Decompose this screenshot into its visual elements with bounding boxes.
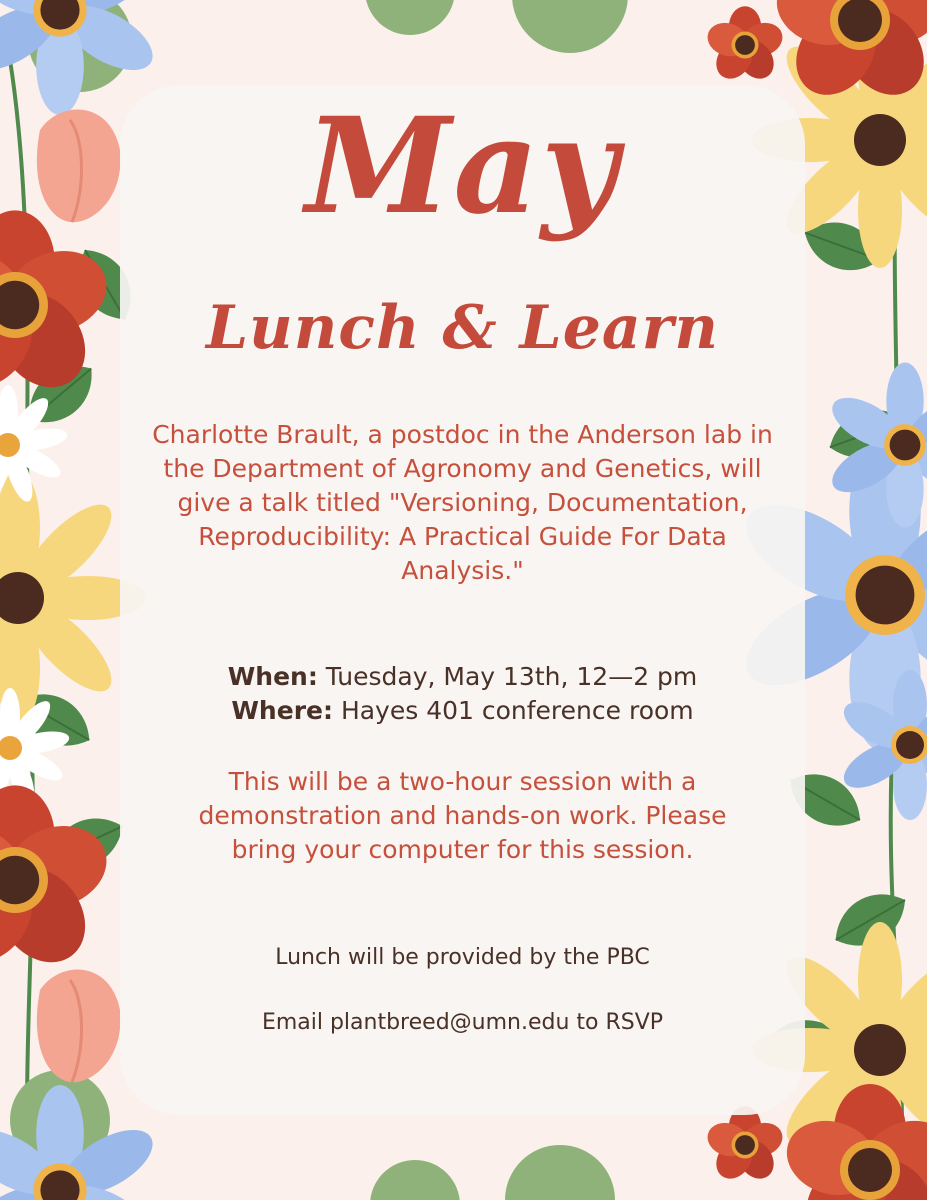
when-value: Tuesday, May 13th, 12—2 pm bbox=[325, 662, 698, 691]
when-line bbox=[150, 660, 775, 694]
when-label: When: bbox=[227, 662, 318, 691]
session-note: This will be a two-hour session with a demonstration and hands-on work. Please bring your computer for this session. bbox=[198, 767, 727, 864]
lunch-note: Lunch will be provided by the PBC bbox=[275, 945, 650, 970]
rsvp-note: Email plantbreed@umn.edu to RSVP bbox=[261, 1010, 664, 1035]
where-value: Hayes 401 conference room bbox=[340, 696, 694, 725]
poster-title: May bbox=[305, 89, 620, 244]
talk-description: Charlotte Brault, a postdoc in the Anderson lab in the Department of Agronomy and Genetics, will give a talk titled "Versioning, Documentation, Reproducibility: A Practical Guide For Data Analysis." bbox=[152, 420, 773, 585]
poster-subtitle: Lunch & Learn bbox=[205, 293, 719, 363]
where-label: Where: bbox=[231, 696, 333, 725]
where-line bbox=[150, 694, 775, 728]
